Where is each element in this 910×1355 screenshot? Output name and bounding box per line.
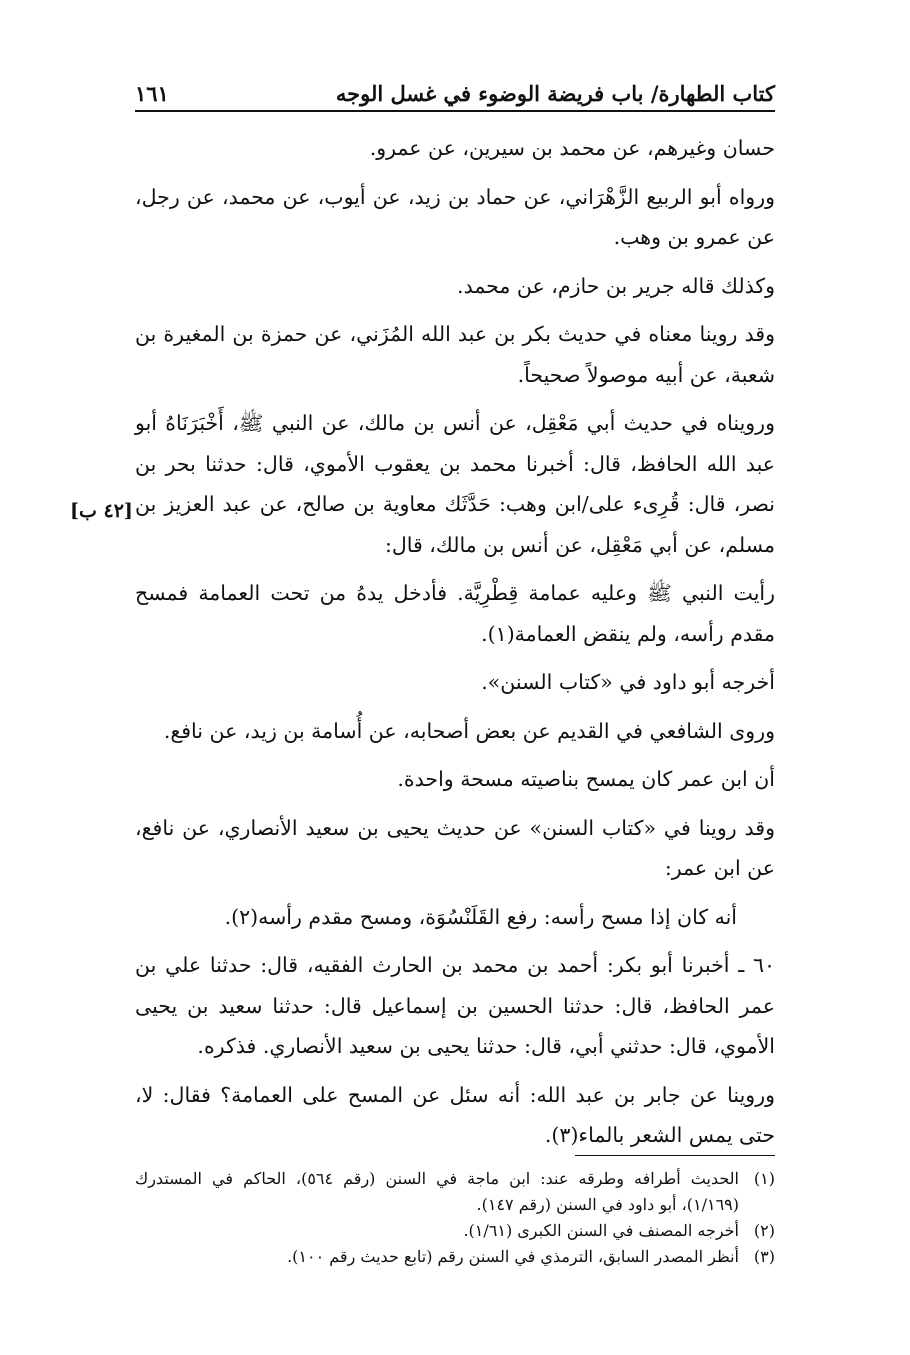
header-rule	[135, 110, 775, 112]
footnote-text: أخرجه المصنف في السنن الكبرى (١/٦١).	[463, 1221, 739, 1240]
paragraph-9: أن ابن عمر كان يمسح بناصيته مسحة واحدة.	[397, 767, 775, 791]
footnote-number: (٣)	[753, 1247, 775, 1266]
paragraph-7: أخرجه أبو داود في «كتاب السنن».	[481, 670, 775, 694]
paragraph-13: وروينا عن جابر بن عبد الله: أنه سئل عن المسح على العمامة؟ فقال: لا، حتى يمس الشعر بالماء(٣).	[135, 1082, 775, 1147]
footnote-2	[135, 1218, 775, 1244]
footnote-1	[135, 1166, 775, 1218]
hadith-text: رأيت النبي ﷺ وعليه عمامة قِطْرِيَّة. فأدخل يدهُ من تحت العمامة فمسح مقدم رأسه، ولم ينقض العمامة(١).	[135, 581, 775, 646]
manuscript-folio-note: [٤٢ ب]	[70, 500, 133, 522]
paragraph-3: وكذلك قاله جرير بن حازم، عن محمد.	[457, 273, 775, 298]
footnotes	[135, 1166, 775, 1270]
footnote-3	[135, 1244, 775, 1270]
paragraph-4: وقد روينا معناه في حديث بكر بن عبد الله المُزَني، عن حمزة بن المغيرة بن شعبة، عن أبيه موصولاً صحيحاً.	[135, 322, 775, 387]
paragraph-1: حسان وغيرهم، عن محمد بن سيرين، عن عمرو.	[369, 136, 775, 160]
paragraph-10: وقد روينا في «كتاب السنن» عن حديث يحيى بن سعيد الأنصاري، عن نافع، عن ابن عمر:	[135, 815, 775, 880]
paragraph-8: وروى الشافعي في القديم عن بعض أصحابه، عن أُسامة بن زيد، عن نافع.	[163, 718, 775, 743]
paragraph-11: أنه كان إذا مسح رأسه: رفع القَلَنْسُوَة، ومسح مقدم رأسه(٢).	[224, 904, 737, 929]
main-text	[135, 128, 775, 1164]
footnote-text: أنظر المصدر السابق، الترمذي في السنن رقم (تابع حديث رقم ١٠٠).	[287, 1247, 739, 1266]
footnote-rule	[575, 1155, 775, 1156]
paragraph-2: ورواه أبو الربيع الزَّهْرَاني، عن حماد بن زيد، عن أيوب، عن محمد، عن رجل، عن عمرو بن وهب.	[135, 184, 775, 249]
page-number: ١٦١	[135, 81, 169, 106]
footnote-number: (١)	[753, 1169, 775, 1188]
footnote-text: الحديث أطرافه وطرقه عند: ابن ماجة في السنن (رقم ٥٦٤)، الحاكم في المستدرك (١/١٦٩)، أبو داود في السنن (رقم ١٤٧).	[135, 1169, 740, 1214]
chapter-title: كتاب الطهارة/ باب فريضة الوضوء في غسل الوجه	[335, 81, 775, 106]
running-header	[135, 72, 775, 106]
paragraph-12: ٦٠ ـ أخبرنا أبو بكر: أحمد بن محمد بن الحارث الفقيه، قال: حدثنا علي بن عمر الحافظ، قال: حدثنا الحسين بن إسماعيل قال: حدثنا سعيد بن يحيى الأموي، قال: حدثني أبي، قال: حدثنا يحيى بن سعيد الأنصاري. فذكره.	[135, 953, 775, 1058]
footnote-number: (٢)	[753, 1221, 775, 1240]
paragraph-5: ورويناه في حديث أبي مَعْقِل، عن أنس بن مالك، عن النبي ﷺ، أَخْبَرَنَاهُ أبو عبد الله الحافظ، قال: أخبرنا محمد بن يعقوب الأموي، قال: حدثنا بحر بن نصر، قال: قُرِىء على/ابن وهب: حَدَّثَك معاوية بن صالح، عن عبد العزيز بن مسلم، عن أبي مَعْقِل، عن أنس بن مالك، قال:	[135, 411, 775, 557]
